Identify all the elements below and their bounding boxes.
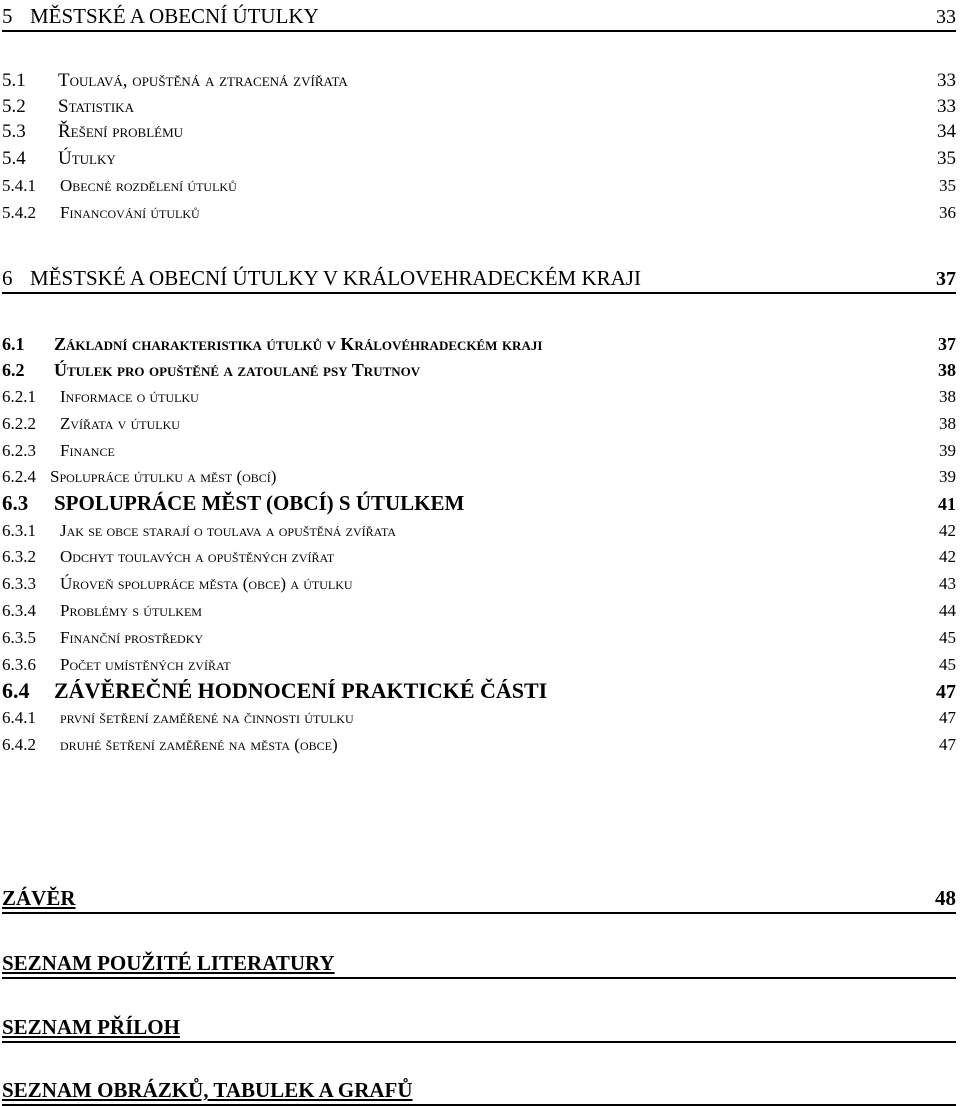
toc-page: 47 xyxy=(939,708,956,727)
toc-number: 6.2 xyxy=(2,360,25,380)
toc-entry-6-2-2[interactable] xyxy=(2,414,956,434)
toc-number: 6 xyxy=(2,266,13,290)
toc-page: 41 xyxy=(938,494,956,514)
toc-number: 6.1 xyxy=(2,334,25,354)
toc-number: 6.2.3 xyxy=(2,441,36,460)
toc-title: ZÁVĚREČNÉ HODNOCENÍ PRAKTICKÉ ČÁSTI xyxy=(54,678,548,703)
toc-entry-6-3-6[interactable] xyxy=(2,655,956,675)
toc-title: Základní charakteristika útulků v Královéhradeckém kraji xyxy=(54,334,543,354)
toc-title: Počet umístěných zvířat xyxy=(60,655,231,674)
toc-page: 38 xyxy=(939,387,956,406)
toc-page: 48 xyxy=(935,886,956,910)
toc-entry-5-1[interactable] xyxy=(2,70,956,92)
toc-entry-6-2-1[interactable] xyxy=(2,387,956,407)
toc-title: Řešení problému xyxy=(58,121,184,142)
toc-page: 42 xyxy=(939,547,956,566)
toc-page: 47 xyxy=(936,681,956,703)
toc-entry-5-3[interactable] xyxy=(2,121,956,143)
toc-title: SEZNAM PŘÍLOH xyxy=(2,1015,180,1039)
toc-page: 43 xyxy=(939,574,956,593)
toc-entry-6-4-2[interactable] xyxy=(2,735,956,755)
toc-title: Úroveň spolupráce města (obce) a útulku xyxy=(60,574,353,593)
toc-obrazky[interactable] xyxy=(2,1078,956,1106)
toc-title: ZÁVĚR xyxy=(2,886,76,910)
toc-entry-6-2[interactable] xyxy=(2,360,956,381)
toc-title: Informace o útulku xyxy=(60,387,199,406)
toc-page: 33 xyxy=(937,70,956,91)
toc-page: 44 xyxy=(939,601,956,620)
toc-page: 38 xyxy=(938,360,956,380)
toc-entry-5-4-1[interactable] xyxy=(2,176,956,196)
toc-entry-6-3-1[interactable] xyxy=(2,521,956,541)
toc-title: Odchyt toulavých a opuštěných zvířat xyxy=(60,547,335,566)
toc-number: 6.2.4 xyxy=(2,467,36,486)
toc-title: SEZNAM POUŽITÉ LITERATURY xyxy=(2,951,335,975)
toc-number: 6.4 xyxy=(2,678,30,703)
toc-number: 6.3.6 xyxy=(2,655,36,674)
toc-page: 42 xyxy=(939,521,956,540)
toc-number: 6.2.2 xyxy=(2,414,36,433)
toc-entry-5-2[interactable] xyxy=(2,96,956,118)
toc-title: SPOLUPRÁCE MĚST (OBCÍ) S ÚTULKEM xyxy=(54,491,465,515)
toc-number: 6.3 xyxy=(2,491,29,515)
toc-entry-6-3-4[interactable] xyxy=(2,601,956,621)
toc-entry-6-3-3[interactable] xyxy=(2,574,956,594)
toc-number: 6.3.4 xyxy=(2,601,36,620)
toc-page: 35 xyxy=(939,176,956,195)
toc-page: 33 xyxy=(937,96,956,117)
toc-page: 36 xyxy=(939,203,956,222)
toc-page: 47 xyxy=(939,735,956,754)
toc-title: MĚSTSKÉ A OBECNÍ ÚTULKY xyxy=(30,4,319,28)
toc-entry-6-3[interactable] xyxy=(2,491,956,516)
toc-number: 6.4.1 xyxy=(2,708,36,727)
toc-page: 35 xyxy=(937,148,956,169)
toc-number: 5 xyxy=(2,4,13,28)
toc-literatura[interactable] xyxy=(2,951,956,979)
toc-entry-5-4-2[interactable] xyxy=(2,203,956,223)
toc-number: 6.2.1 xyxy=(2,387,36,406)
toc-title: Problémy s útulkem xyxy=(60,601,202,620)
toc-page: 45 xyxy=(939,628,956,647)
toc-entry-6-1[interactable] xyxy=(2,334,956,355)
toc-number: 5.2 xyxy=(2,96,26,117)
toc-title: Statistika xyxy=(58,96,134,117)
toc-number: 6.3.2 xyxy=(2,547,36,566)
toc-page: 39 xyxy=(939,467,956,486)
toc-title: SEZNAM OBRÁZKŮ, TABULEK A GRAFŮ xyxy=(2,1078,413,1102)
toc-page: 45 xyxy=(939,655,956,674)
toc-prilohy[interactable] xyxy=(2,1015,956,1043)
toc-title: Finance xyxy=(60,441,115,460)
toc-entry-5-4[interactable] xyxy=(2,148,956,170)
toc-number: 5.3 xyxy=(2,121,26,142)
toc-entry-6-2-4[interactable] xyxy=(2,467,956,487)
toc-number: 6.4.2 xyxy=(2,735,36,754)
toc-page: 34 xyxy=(937,121,956,142)
toc-number: 5.4.1 xyxy=(2,176,36,195)
toc-entry-6-3-5[interactable] xyxy=(2,628,956,648)
toc-entry-6-2-3[interactable] xyxy=(2,441,956,461)
toc-zaver[interactable] xyxy=(2,886,956,914)
toc-title: MĚSTSKÉ A OBECNÍ ÚTULKY V KRÁLOVEHRADECKÉM KRAJI xyxy=(30,266,641,290)
toc-title: Jak se obce starají o toulava a opuštěná zvířata xyxy=(60,521,397,540)
toc-page: 39 xyxy=(939,441,956,460)
toc-title: Útulky xyxy=(58,148,116,169)
toc-number: 5.1 xyxy=(2,70,26,91)
toc-entry-6-4[interactable] xyxy=(2,678,956,704)
toc-title: první šetření zaměřené na činnosti útulku xyxy=(60,708,354,727)
toc-number: 6.3.3 xyxy=(2,574,36,593)
toc-title: druhé šetření zaměřené na města (obce) xyxy=(60,735,338,754)
toc-title: Spolupráce útulku a měst (obcí) xyxy=(50,467,277,486)
toc-page: 37 xyxy=(938,334,956,354)
toc-title: Zvířata v útulku xyxy=(60,414,180,433)
toc-entry-6-4-1[interactable] xyxy=(2,708,956,728)
toc-title: Toulavá, opuštěná a ztracená zvířata xyxy=(58,70,348,91)
toc-page: 33 xyxy=(936,6,956,28)
toc-number: 6.3.1 xyxy=(2,521,36,540)
toc-title: Finanční prostředky xyxy=(60,628,204,647)
toc-title: Obecné rozdělení útulků xyxy=(60,176,237,195)
toc-number: 5.4 xyxy=(2,148,26,169)
toc-title: Financování útulků xyxy=(60,203,200,222)
toc-page: 38 xyxy=(939,414,956,433)
toc-chapter-6[interactable] xyxy=(2,266,956,294)
toc-chapter-5[interactable] xyxy=(2,4,956,32)
toc-page: 37 xyxy=(936,268,956,290)
toc-title: Útulek pro opuštěné a zatoulané psy Trutnov xyxy=(54,360,421,380)
toc-number: 5.4.2 xyxy=(2,203,36,222)
toc-number: 6.3.5 xyxy=(2,628,36,647)
toc-entry-6-3-2[interactable] xyxy=(2,547,956,567)
